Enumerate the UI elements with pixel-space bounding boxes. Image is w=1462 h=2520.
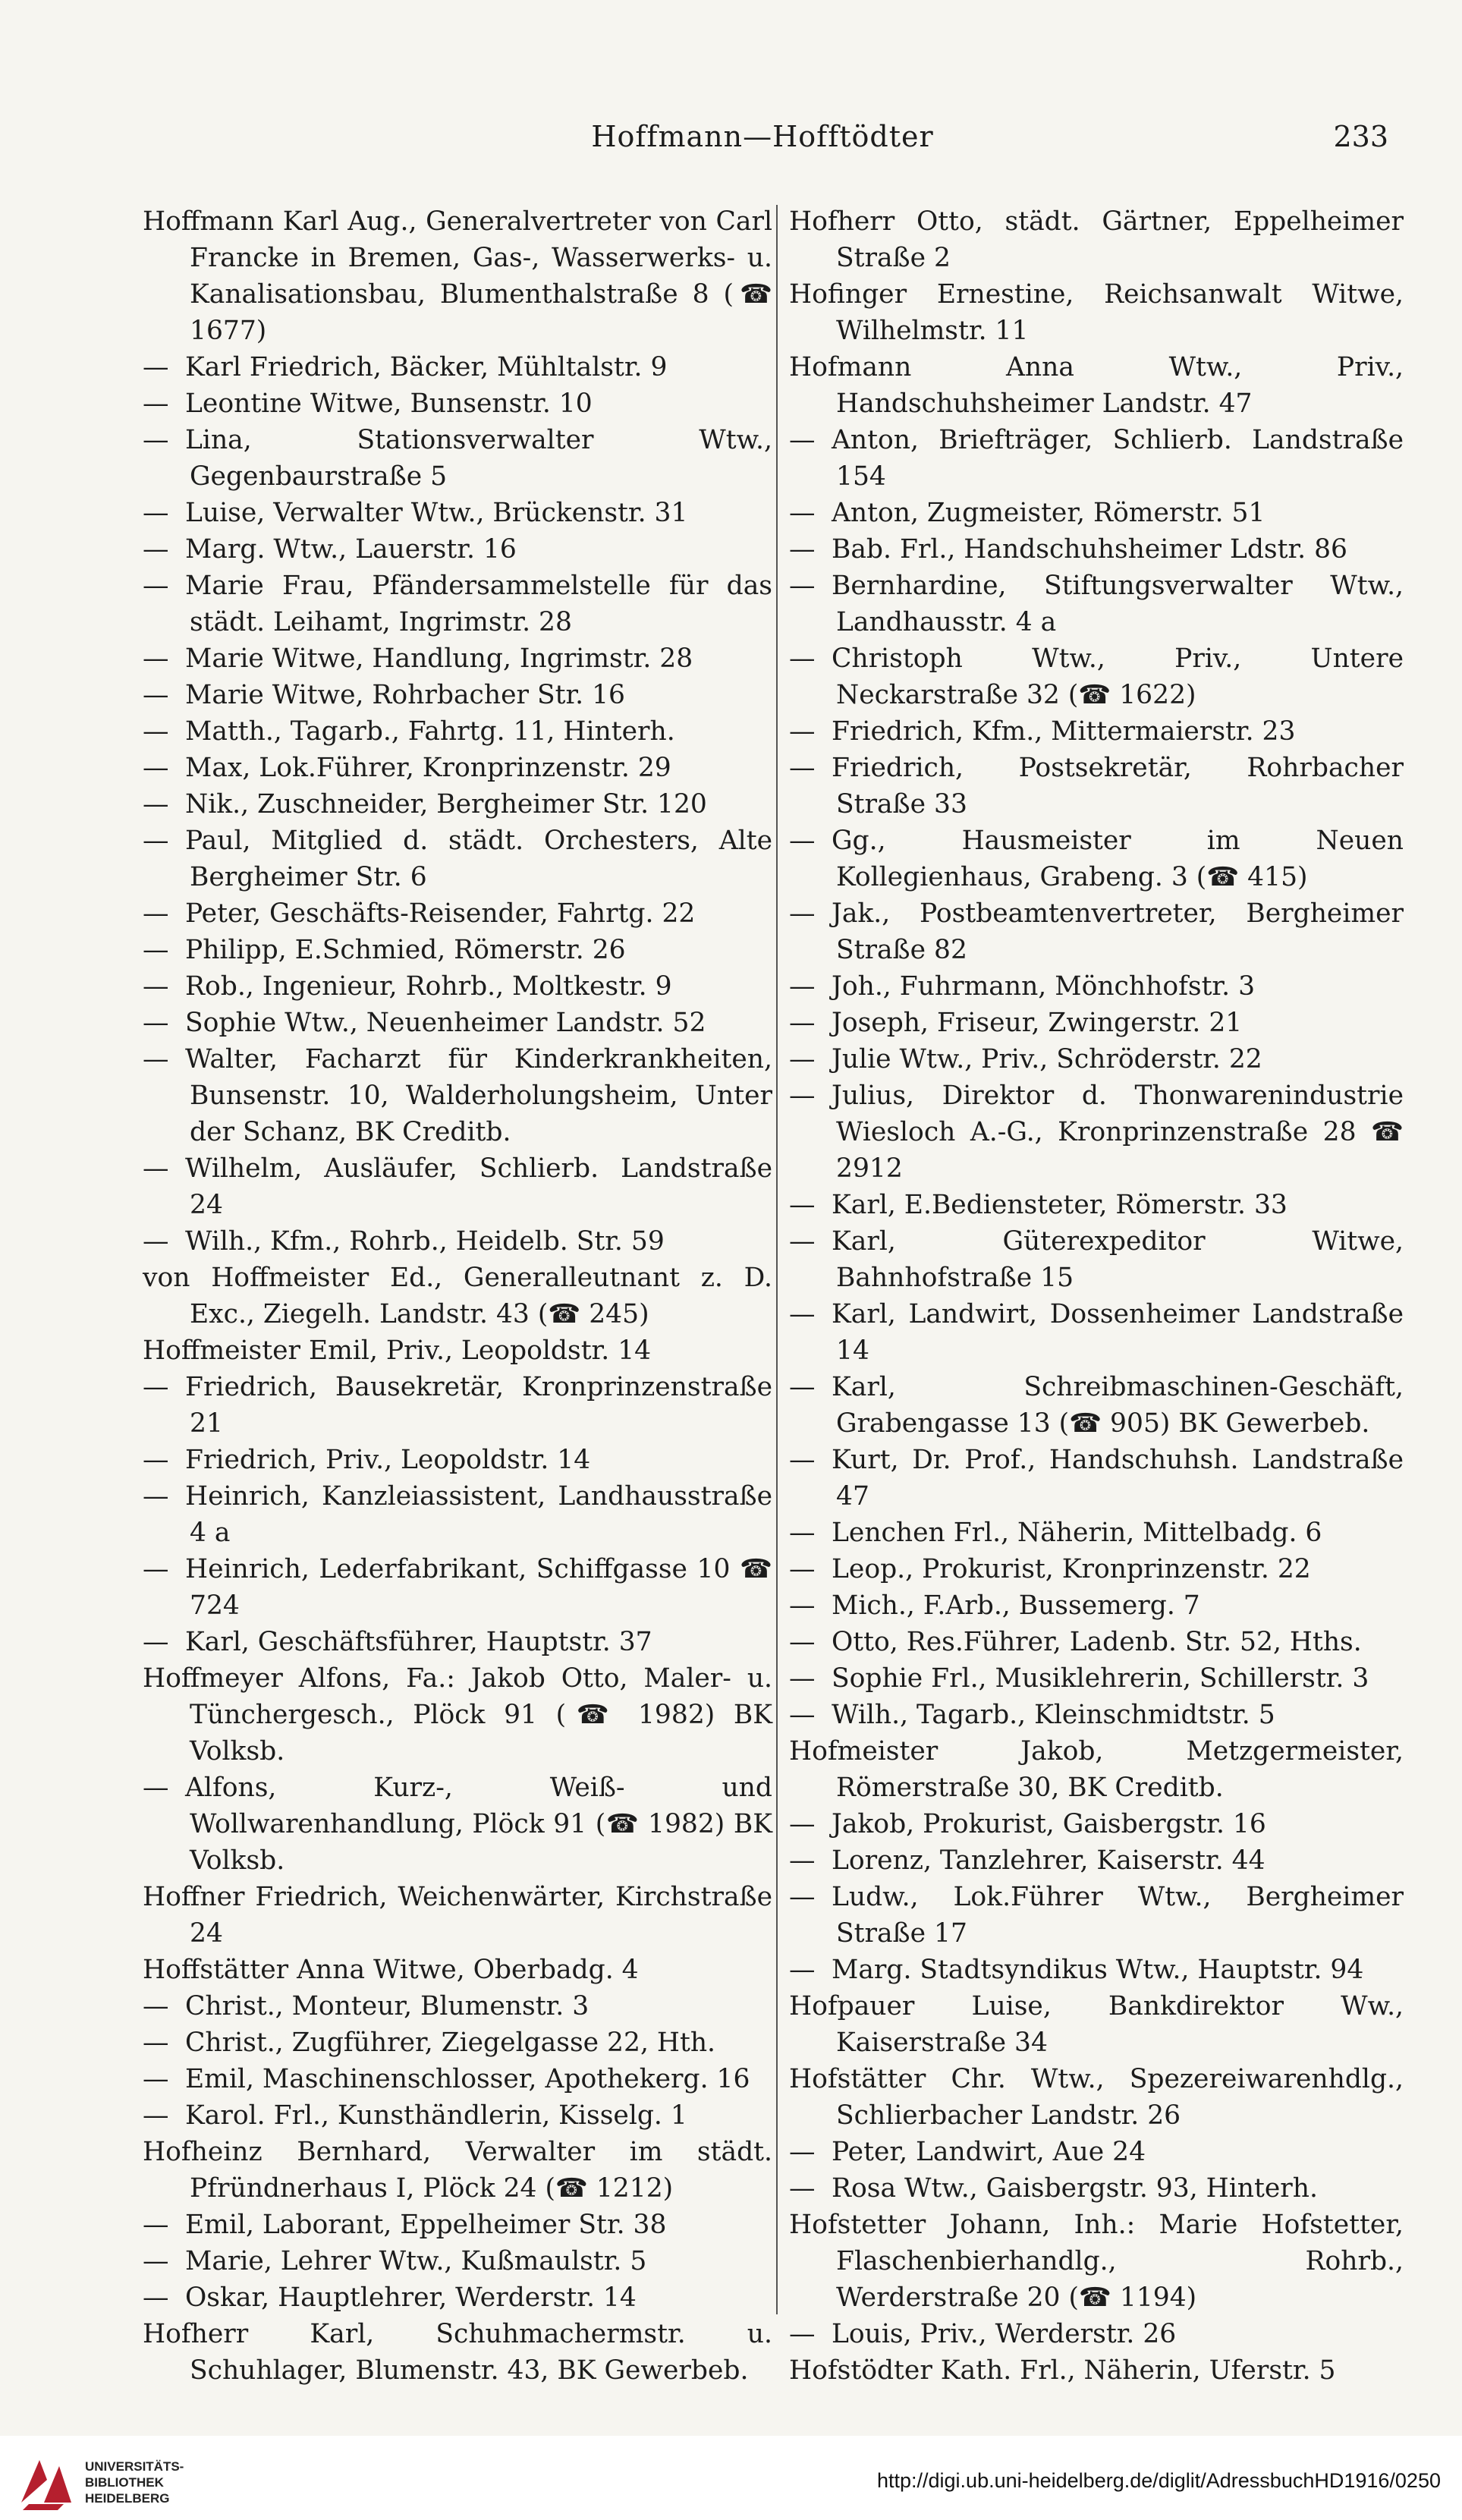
entry-text: Joh., Fuhrmann, Mönchhofstr. 3 [832,971,1256,1002]
repeat-dash: — [143,1008,169,1038]
directory-entry [789,422,1404,495]
directory-entry [143,203,772,349]
repeat-dash: — [143,389,169,419]
repeat-dash: — [789,2319,816,2349]
repeat-dash: — [143,1044,169,1074]
repeat-dash: — [143,1226,169,1257]
entry-text: Lina, Stationsverwalter Wtw., Gegenbaurstraße 5 [185,425,772,492]
directory-entry [789,1551,1404,1587]
directory-entry [789,750,1404,823]
directory-entry [789,1697,1404,1733]
directory-entry [143,531,772,568]
directory-entry [143,385,772,422]
entry-text: Hoffmeyer Alfons, Fa.: Jakob Otto, Maler- u. Tünchergesch., Plöck 91 (☎ 1982) BK Volksb. [143,1663,772,1767]
directory-entry [143,677,772,713]
entry-text: Leop., Prokurist, Kronprinzenstr. 22 [832,1554,1311,1584]
directory-entry [143,786,772,823]
entry-text: Hofinger Ernestine, Reichsanwalt Witwe, Wilhelmstr. 11 [789,279,1404,346]
directory-entry [143,422,772,495]
repeat-dash: — [143,2064,169,2094]
running-title: Hoffmann—Hofftödter [591,120,934,153]
repeat-dash: — [789,1845,816,1876]
entry-text: Anton, Briefträger, Schlierb. Landstraße 154 [832,425,1404,492]
directory-entry [789,1078,1404,1187]
entry-text: Karol. Frl., Kunsthändlerin, Kisselg. 1 [185,2100,687,2131]
directory-entry [143,568,772,640]
directory-entry [789,2316,1404,2352]
directory-entry [143,1369,772,1442]
entry-text: Christ., Monteur, Blumenstr. 3 [185,1991,590,2021]
directory-entry [143,495,772,531]
entry-text: Friedrich, Bausekretär, Kronprinzenstraße 21 [185,1372,772,1439]
directory-entry [143,2279,772,2316]
directory-entry [143,1770,772,1879]
repeat-dash: — [143,1991,169,2021]
entry-text: Hofherr Otto, städt. Gärtner, Eppelheimer Straße 2 [789,206,1404,273]
entry-text: Hofstätter Chr. Wtw., Spezereiwarenhdlg., Schlierbacher Landstr. 26 [789,2064,1404,2131]
repeat-dash: — [789,1044,816,1074]
repeat-dash: — [789,1226,816,1257]
repeat-dash: — [789,2137,816,2167]
entry-text: Bernhardine, Stiftungsverwalter Wtw., Landhausstr. 4 a [832,571,1404,637]
directory-entry [143,2061,772,2097]
repeat-dash: — [143,789,169,820]
directory-entry [789,2352,1404,2389]
directory-entry [143,2207,772,2243]
repeat-dash: — [143,1153,169,1184]
entry-text: Friedrich, Kfm., Mittermaierstr. 23 [832,716,1296,747]
entry-text: Hoffmeister Emil, Priv., Leopoldstr. 14 [143,1336,652,1366]
directory-entry [789,2134,1404,2170]
directory-entry [789,1442,1404,1515]
entry-text: Kurt, Dr. Prof., Handschuhsh. Landstraße 47 [832,1445,1404,1512]
entry-text: Wilh., Tagarb., Kleinschmidtstr. 5 [832,1700,1275,1730]
entry-text: Karl, Schreibmaschinen-Geschäft, Grabengasse 13 (☎ 905) BK Gewerbeb. [832,1372,1404,1439]
repeat-dash: — [143,1554,169,1584]
directory-entry [789,1041,1404,1078]
directory-entry [789,1587,1404,1624]
library-name [85,2459,184,2506]
directory-entry [789,2061,1404,2134]
entry-text: Julie Wtw., Priv., Schröderstr. 22 [832,1044,1262,1074]
directory-entry [789,1660,1404,1697]
repeat-dash: — [143,534,169,565]
entry-text: Heinrich, Lederfabrikant, Schiffgasse 10 ☎ 724 [185,1554,772,1621]
repeat-dash: — [143,2100,169,2131]
directory-entry [143,640,772,677]
repeat-dash: — [143,2028,169,2058]
directory-entry [143,1551,772,1624]
entry-text: Marg. Wtw., Lauerstr. 16 [185,534,517,565]
repeat-dash: — [789,1955,816,1985]
directory-entry [143,1879,772,1952]
repeat-dash: — [143,1445,169,1475]
entry-text: Marie Frau, Pfändersammelstelle für das städt. Leihamt, Ingrimstr. 28 [185,571,772,637]
directory-entry [789,2207,1404,2316]
directory-entry [789,1624,1404,1660]
entry-text: Nik., Zuschneider, Bergheimer Str. 120 [185,789,707,820]
entry-text: Wilh., Kfm., Rohrb., Heidelb. Str. 59 [185,1226,665,1257]
library-logo-icon [14,2449,79,2515]
entry-text: Philipp, E.Schmied, Römerstr. 26 [185,935,626,965]
repeat-dash: — [143,571,169,601]
directory-entry [789,1187,1404,1223]
left-column [143,203,772,2389]
repeat-dash: — [143,2246,169,2276]
directory-entry [143,823,772,895]
entry-text: Hoffstätter Anna Witwe, Oberbadg. 4 [143,1955,639,1985]
directory-entry [143,1260,772,1332]
directory-entry [789,203,1404,276]
repeat-dash: — [789,898,816,929]
entry-text: Bab. Frl., Handschuhsheimer Ldstr. 86 [832,534,1348,565]
directory-entry [789,1223,1404,1296]
entry-text: Leontine Witwe, Bunsenstr. 10 [185,389,593,419]
repeat-dash: — [789,1518,816,1548]
entry-text: Marg. Stadtsyndikus Wtw., Hauptstr. 94 [832,1955,1364,1985]
entry-text: Louis, Priv., Werderstr. 26 [832,2319,1177,2349]
repeat-dash: — [143,716,169,747]
entry-text: Peter, Landwirt, Aue 24 [832,2137,1146,2167]
entry-text: Rosa Wtw., Gaisbergstr. 93, Hinterh. [832,2173,1318,2204]
entry-text: Hofherr Karl, Schuhmachermstr. u. Schuhlager, Blumenstr. 43, BK Gewerbeb. [143,2319,772,2386]
repeat-dash: — [789,1627,816,1657]
repeat-dash: — [789,1372,816,1402]
repeat-dash: — [143,898,169,929]
entry-text: Gg., Hausmeister im Neuen Kollegienhaus, Grabeng. 3 (☎ 415) [832,826,1404,892]
directory-entry [789,495,1404,531]
directory-entry [143,1005,772,1041]
repeat-dash: — [143,1773,169,1803]
directory-entry [789,823,1404,895]
directory-entry [143,1150,772,1223]
directory-entry [143,1478,772,1551]
entry-text: Christ., Zugführer, Ziegelgasse 22, Hth. [185,2028,716,2058]
directory-entry [143,932,772,968]
directory-entry [143,2097,772,2134]
entry-text: Hofpauer Luise, Bankdirektor Ww., Kaiserstraße 34 [789,1991,1404,2058]
repeat-dash: — [789,1663,816,1694]
repeat-dash: — [789,1190,816,1220]
directory-entry [789,276,1404,349]
repeat-dash: — [789,1081,816,1111]
directory-entry [143,2024,772,2061]
directory-entry [789,349,1404,422]
directory-entry [789,1806,1404,1842]
directory-entry [143,1041,772,1150]
page-number: 233 [1333,120,1388,153]
entry-text: Hofmann Anna Wtw., Priv., Handschuhsheimer Landstr. 47 [789,352,1404,419]
directory-entry [789,895,1404,968]
entry-text: Friedrich, Priv., Leopoldstr. 14 [185,1445,591,1475]
entry-text: Peter, Geschäfts-Reisender, Fahrtg. 22 [185,898,696,929]
entry-text: Karl, E.Bediensteter, Römerstr. 33 [832,1190,1288,1220]
entry-text: Sophie Wtw., Neuenheimer Landstr. 52 [185,1008,706,1038]
directory-entry [143,1624,772,1660]
directory-entry [143,1332,772,1369]
repeat-dash: — [789,971,816,1002]
entry-text: Hofheinz Bernhard, Verwalter im städt. Pfründnerhaus I, Plöck 24 (☎ 1212) [143,2137,772,2204]
repeat-dash: — [143,1627,169,1657]
entry-text: Ludw., Lok.Führer Wtw., Bergheimer Straße 17 [832,1882,1404,1949]
permalink-url[interactable]: http://digi.ub.uni-heidelberg.de/diglit/AdressbuchHD1916/0250 [876,2469,1441,2492]
entry-text: von Hoffmeister Ed., Generalleutnant z. D. Exc., Ziegelh. Landstr. 43 (☎ 245) [143,1263,772,1329]
repeat-dash: — [789,1809,816,1839]
directory-entry [143,968,772,1005]
entry-text: Luise, Verwalter Wtw., Brückenstr. 31 [185,498,688,528]
entry-text: Sophie Frl., Musiklehrerin, Schillerstr. 3 [832,1663,1369,1694]
repeat-dash: — [789,1700,816,1730]
entry-text: Emil, Laborant, Eppelheimer Str. 38 [185,2210,667,2240]
directory-entry [143,2134,772,2207]
repeat-dash: — [789,571,816,601]
repeat-dash: — [789,716,816,747]
repeat-dash: — [143,352,169,382]
directory-entry [789,1296,1404,1369]
entry-text: Marie, Lehrer Wtw., Kußmaulstr. 5 [185,2246,647,2276]
entry-text: Oskar, Hauptlehrer, Werderstr. 14 [185,2282,637,2313]
library-name-line: UNIVERSITÄTS- [85,2459,184,2474]
repeat-dash: — [143,2282,169,2313]
entry-text: Paul, Mitglied d. städt. Orchesters, Alte Bergheimer Str. 6 [185,826,772,892]
right-column [789,203,1404,2389]
directory-entry [789,531,1404,568]
library-name-line: BIBLIOTHEK [85,2475,164,2490]
entry-text: Karl Friedrich, Bäcker, Mühltalstr. 9 [185,352,668,382]
directory-entry [789,1515,1404,1551]
directory-entry [143,1442,772,1478]
repeat-dash: — [789,753,816,783]
column-divider [776,205,778,2314]
entry-text: Hoffmann Karl Aug., Generalvertreter von Carl Francke in Bremen, Gas-, Wasserwerks- u. Kanalisationsbau, Blumenthalstraße 8 (☎ 1677) [143,206,772,346]
directory-entry [789,1842,1404,1879]
directory-entry [143,895,772,932]
entry-text: Emil, Maschinenschlosser, Apothekerg. 16 [185,2064,750,2094]
repeat-dash: — [143,826,169,856]
entry-text: Mich., F.Arb., Bussemerg. 7 [832,1590,1200,1621]
repeat-dash: — [789,826,816,856]
entry-text: Hofmeister Jakob, Metzgermeister, Römerstraße 30, BK Creditb. [789,1736,1404,1803]
entry-text: Karl, Güterexpeditor Witwe, Bahnhofstraße 15 [832,1226,1404,1293]
directory-entry [789,968,1404,1005]
entry-text: Hofstetter Johann, Inh.: Marie Hofstetter, Flaschenbierhandlg., Rohrb., Werderstraße 20 (☎ 1194) [789,2210,1404,2313]
entry-text: Walter, Facharzt für Kinderkrankheiten, Bunsenstr. 10, Walderholungsheim, Unter der Schanz, BK Creditb. [185,1044,772,1147]
repeat-dash: — [143,643,169,674]
repeat-dash: — [143,425,169,455]
directory-entry [789,1005,1404,1041]
directory-entry [789,640,1404,713]
entry-text: Rob., Ingenieur, Rohrb., Moltkestr. 9 [185,971,672,1002]
directory-entry [789,568,1404,640]
directory-entry [789,713,1404,750]
directory-entry [143,1988,772,2024]
entry-text: Christoph Wtw., Priv., Untere Neckarstraße 32 (☎ 1622) [832,643,1404,710]
page-header [137,114,1388,159]
entry-text: Jakob, Prokurist, Gaisbergstr. 16 [832,1809,1266,1839]
directory-entry [789,1879,1404,1952]
repeat-dash: — [789,1590,816,1621]
viewer-footer [0,2436,1462,2520]
directory-entry [789,1952,1404,1988]
entry-text: Lenchen Frl., Näherin, Mittelbadg. 6 [832,1518,1322,1548]
repeat-dash: — [789,425,816,455]
repeat-dash: — [789,1445,816,1475]
repeat-dash: — [789,498,816,528]
repeat-dash: — [789,1882,816,1912]
directory-entry [143,349,772,385]
entry-text: Heinrich, Kanzleiassistent, Landhausstraße 4 a [185,1481,772,1548]
entry-text: Marie Witwe, Rohrbacher Str. 16 [185,680,625,710]
entry-text: Lorenz, Tanzlehrer, Kaiserstr. 44 [832,1845,1265,1876]
entry-text: Hofstödter Kath. Frl., Näherin, Uferstr. 5 [789,2355,1336,2386]
repeat-dash: — [143,971,169,1002]
directory-entry [143,713,772,750]
repeat-dash: — [143,935,169,965]
directory-entry [789,2170,1404,2207]
entry-text: Julius, Direktor d. Thonwarenindustrie Wiesloch A.-G., Kronprinzenstraße 28 ☎ 2912 [832,1081,1404,1184]
entry-text: Karl, Geschäftsführer, Hauptstr. 37 [185,1627,652,1657]
entry-text: Karl, Landwirt, Dossenheimer Landstraße 14 [832,1299,1404,1366]
repeat-dash: — [789,1554,816,1584]
directory-entry [789,1988,1404,2061]
directory-entry [143,2316,772,2389]
repeat-dash: — [143,498,169,528]
entry-text: Alfons, Kurz-, Weiß- und Wollwarenhandlung, Plöck 91 (☎ 1982) BK Volksb. [185,1773,772,1876]
repeat-dash: — [789,1299,816,1329]
repeat-dash: — [789,1008,816,1038]
repeat-dash: — [143,1372,169,1402]
repeat-dash: — [143,2210,169,2240]
entry-text: Otto, Res.Führer, Ladenb. Str. 52, Hths. [832,1627,1362,1657]
directory-entry [789,1369,1404,1442]
entry-text: Wilhelm, Ausläufer, Schlierb. Landstraße 24 [185,1153,772,1220]
directory-entry [143,1952,772,1988]
directory-entry [789,1733,1404,1806]
repeat-dash: — [789,534,816,565]
entry-text: Jak., Postbeamtenvertreter, Bergheimer Straße 82 [832,898,1404,965]
entry-text: Matth., Tagarb., Fahrtg. 11, Hinterh. [185,716,675,747]
repeat-dash: — [143,1481,169,1512]
repeat-dash: — [143,680,169,710]
entry-text: Anton, Zugmeister, Römerstr. 51 [832,498,1265,528]
entry-text: Max, Lok.Führer, Kronprinzenstr. 29 [185,753,671,783]
entry-text: Hoffner Friedrich, Weichenwärter, Kirchstraße 24 [143,1882,772,1949]
entry-text: Friedrich, Postsekretär, Rohrbacher Straße 33 [832,753,1404,820]
entry-text: Marie Witwe, Handlung, Ingrimstr. 28 [185,643,693,674]
directory-entry [143,750,772,786]
repeat-dash: — [789,2173,816,2204]
directory-entry [143,1660,772,1770]
directory-entry [143,2243,772,2279]
repeat-dash: — [789,643,816,674]
library-name-line: HEIDELBERG [85,2491,170,2506]
repeat-dash: — [143,753,169,783]
entry-text: Joseph, Friseur, Zwingerstr. 21 [832,1008,1243,1038]
directory-entry [143,1223,772,1260]
